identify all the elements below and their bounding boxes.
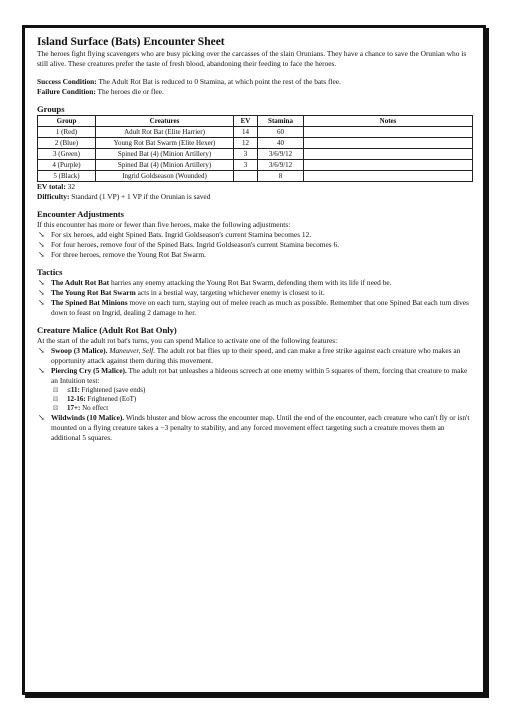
die-icon: ⚄ — [53, 388, 59, 394]
cell-group: 2 (Blue) — [38, 138, 96, 149]
tactics-heading: Tactics — [37, 267, 63, 277]
bullet-icon: ↘ — [38, 230, 45, 239]
table-row — [38, 149, 473, 160]
cell-stamina: 60 — [258, 127, 304, 138]
cell-notes — [304, 171, 473, 182]
failure-label: Failure Condition: — [37, 87, 96, 96]
wildwinds-name: Wildwinds (10 Malice). — [51, 413, 125, 422]
cell-stamina: 3/6/9/12 — [258, 160, 304, 171]
success-condition — [37, 77, 473, 87]
table-row — [38, 138, 473, 149]
list-item — [37, 240, 473, 250]
table-row — [38, 171, 473, 182]
cell-group: 4 (Purple) — [38, 160, 96, 171]
success-label: Success Condition: — [37, 77, 97, 86]
bullet-icon: ↘ — [38, 278, 45, 287]
success-text: The Adult Rot Bat is reduced to 0 Stamina, at which point the rest of the bats flee. — [98, 77, 341, 86]
difficulty-text: Standard (1 VP) + 1 VP if the Orunian is saved — [71, 192, 211, 201]
col-header-group: Group — [38, 116, 96, 127]
adjustment-text: For four heroes, remove four of the Spined Bats. Ingrid Goldseason's current Stamina becomes 6. — [51, 240, 340, 249]
bullet-icon: ↘ — [38, 413, 45, 422]
adjustment-text: For three heroes, remove the Young Rot Bat Swarm. — [51, 250, 206, 259]
ev-total-value: 32 — [67, 182, 76, 191]
groups-header-row — [38, 116, 473, 127]
list-item — [37, 278, 473, 288]
cell-creatures: Spined Bat (4) (Minion Artillery) — [96, 149, 234, 160]
tier-range: 12-16: — [67, 395, 86, 403]
tier-range: 17+: — [67, 404, 81, 412]
list-item — [37, 288, 473, 298]
tier-result — [37, 404, 473, 413]
ev-total — [37, 182, 473, 192]
bullet-icon: ↘ — [38, 288, 45, 297]
col-header-ev: EV — [234, 116, 258, 127]
difficulty-label: Difficulty: — [37, 192, 70, 201]
tactic-text: harries any enemy attacking the Young Rot Bat Swarm, defending them with its life if need be. — [109, 278, 392, 287]
tactic-text: acts in a bestial way, targeting whichever enemy is closest to it. — [135, 288, 325, 297]
cell-ev — [234, 171, 258, 182]
table-row — [38, 160, 473, 171]
cell-notes — [304, 160, 473, 171]
adjustments-list — [37, 230, 473, 260]
list-item — [37, 250, 473, 260]
cell-notes — [304, 149, 473, 160]
tier-effect: No effect — [80, 404, 109, 412]
wildwinds-text: Winds bluster and blow across the encounter map. Until the end of the encounter, each creature who can't fly or isn't mounted on a flying creature takes a −3 penalty to stability, and any forced movement effect targeting such a creature moves them an additional 5 squares. — [51, 413, 470, 442]
cell-ev: 3 — [234, 160, 258, 171]
cell-creatures: Ingrid Goldseason (Wounded) — [96, 171, 234, 182]
tier-result — [37, 386, 473, 395]
piercing-cry-name: Piercing Cry (5 Malice). — [51, 366, 127, 375]
cell-creatures: Spined Bat (4) (Minion Artillery) — [96, 160, 234, 171]
list-item — [37, 298, 473, 318]
list-item — [37, 366, 473, 386]
failure-condition — [37, 87, 473, 97]
tier-range: ≤11: — [67, 386, 80, 394]
col-header-stamina: Stamina — [258, 116, 304, 127]
tactic-text: move on each turn, staying out of melee reach as much as possible. Remember that one Spined Bat each turn dives down to feast on Ingrid, dealing 2 damage to her. — [51, 298, 469, 317]
cell-group: 5 (Black) — [38, 171, 96, 182]
malice-list — [37, 346, 473, 386]
intro-paragraph: The heroes fight flying scavengers who are busy picking over the carcasses of the slain Orunians. They have a chance to save the Orunian who is still alive. These creatures prefer the taste of fresh blood, abandoning their feeding to face the heroes. — [37, 49, 467, 68]
cell-stamina: 40 — [258, 138, 304, 149]
difficulty — [37, 192, 473, 202]
list-item — [37, 230, 473, 240]
tier-effect: Frightened (EoT) — [85, 395, 137, 403]
piercing-cry-text: The adult rot bat unleashes a hideous screech at one enemy within 5 squares of them, forcing that creature to make an Intuition test: — [51, 366, 468, 385]
swoop-name: Swoop (3 Malice). — [51, 346, 108, 355]
bullet-icon: ↘ — [38, 298, 45, 307]
cell-group: 3 (Green) — [38, 149, 96, 160]
list-item — [37, 413, 473, 443]
cell-stamina: 8 — [258, 171, 304, 182]
cell-notes — [304, 127, 473, 138]
cell-notes — [304, 138, 473, 149]
adjustments-intro: If this encounter has more or fewer than five heroes, make the following adjustments: — [37, 220, 291, 229]
bullet-icon: ↘ — [38, 366, 45, 375]
tier-result — [37, 395, 473, 404]
encounter-sheet-frame — [22, 25, 486, 695]
swoop-text: The adult rot bat flies up to their speed, and can make a free strike against each creature who makes an opportunity attack against them during this movement. — [51, 346, 461, 365]
tactic-subject: The Adult Rot Bat — [51, 278, 110, 287]
tier-effect: Frightened (save ends) — [79, 386, 146, 394]
groups-heading: Groups — [37, 104, 65, 114]
cell-group: 1 (Red) — [38, 127, 96, 138]
ev-total-label: EV total: — [37, 182, 66, 191]
adjustment-text: For six heroes, add eight Spined Bats. Ingrid Goldseason's current Stamina becomes 12. — [51, 230, 312, 239]
groups-table — [37, 115, 473, 182]
sheet-title: Island Surface (Bats) Encounter Sheet — [37, 36, 225, 48]
cell-ev: 3 — [234, 149, 258, 160]
tactic-subject: The Spined Bat Minions — [51, 298, 128, 307]
list-item — [37, 346, 473, 366]
cell-stamina: 3/6/9/12 — [258, 149, 304, 160]
die-icon: ⚄ — [53, 406, 59, 412]
adjustments-heading: Encounter Adjustments — [37, 209, 124, 219]
col-header-creatures: Creatures — [96, 116, 234, 127]
tactic-subject: The Young Rot Bat Swarm — [51, 288, 136, 297]
bullet-icon: ↘ — [38, 240, 45, 249]
table-row — [38, 127, 473, 138]
bullet-icon: ↘ — [38, 250, 45, 259]
cell-ev: 12 — [234, 138, 258, 149]
tactics-list — [37, 278, 473, 318]
sheet-content — [37, 36, 473, 443]
bullet-icon: ↘ — [38, 346, 45, 355]
cell-ev: 14 — [234, 127, 258, 138]
col-header-notes: Notes — [304, 116, 473, 127]
malice-heading: Creature Malice (Adult Rot Bat Only) — [37, 325, 177, 335]
swoop-keywords: Maneuver, Self. — [109, 346, 156, 355]
failure-text: The heroes die or flee. — [97, 87, 164, 96]
cell-creatures: Adult Rot Bat (Elite Harrier) — [96, 127, 234, 138]
die-icon: ⚄ — [53, 397, 59, 403]
cell-creatures: Young Rot Bat Swarm (Elite Hexer) — [96, 138, 234, 149]
malice-list-continued — [37, 413, 473, 443]
malice-intro: At the start of the adult rot bat's turns, you can spend Malice to activate one of the following features: — [37, 336, 338, 345]
